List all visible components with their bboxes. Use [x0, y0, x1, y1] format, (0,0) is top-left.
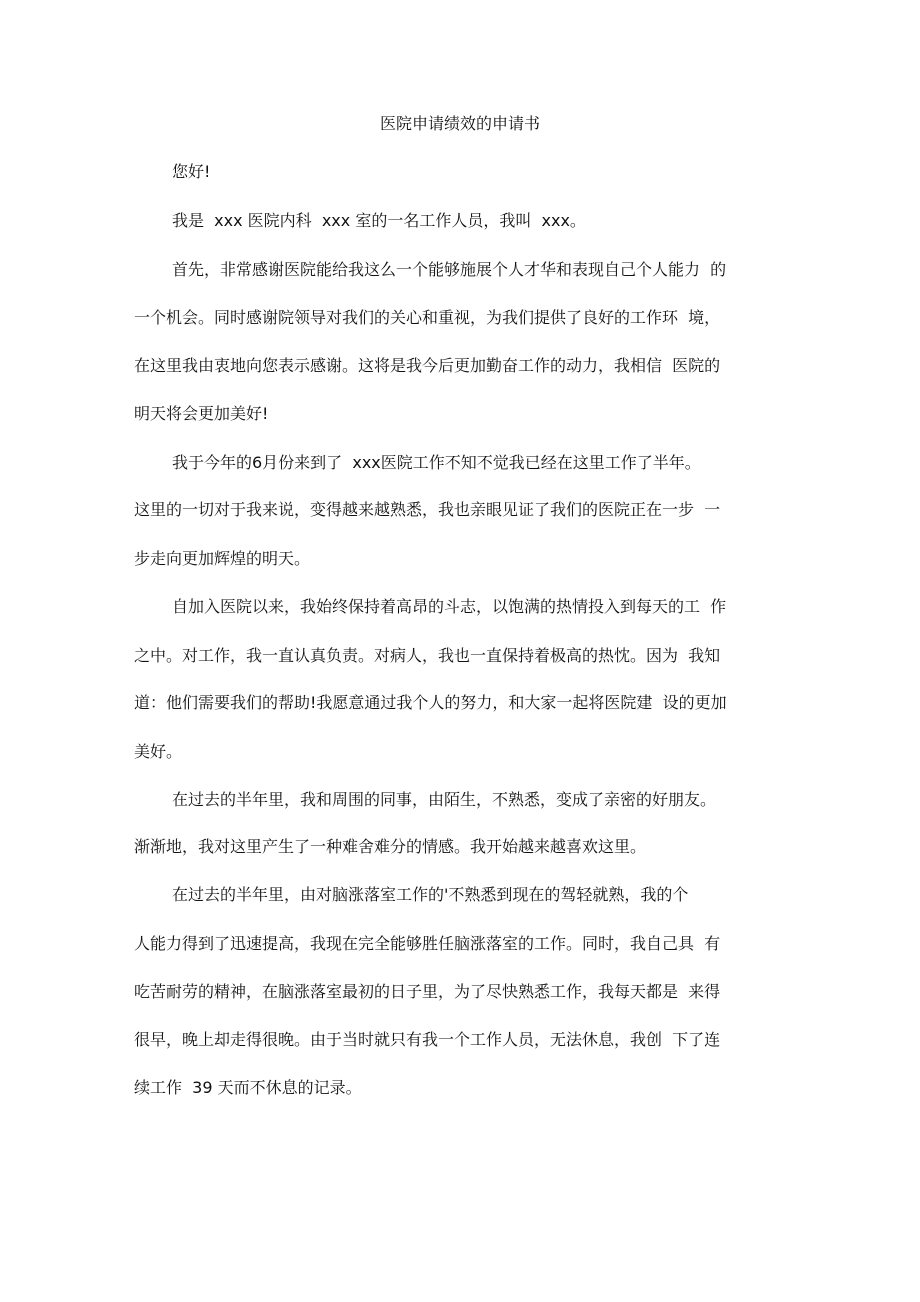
body-line: 很早，晚上却走得很晚。由于当时就只有我一个工作人员，无法休息，我创 下了连 — [134, 1030, 721, 1049]
body-line: 首先，非常感谢医院能给我这么一个能够施展个人才华和表现自己个人能力 的 — [172, 260, 727, 279]
body-line: 美好。 — [134, 742, 183, 761]
body-line: 这里的一切对于我来说，变得越来越熟悉，我也亲眼见证了我们的医院正在一步 一 — [134, 500, 721, 519]
body-line: 吃苦耐劳的精神，在脑涨落室最初的日子里，为了尽快熟悉工作，我每天都是 来得 — [134, 982, 721, 1001]
document-title: 医院申请绩效的申请书 — [379, 114, 540, 133]
body-line: 自加入医院以来，我始终保持着高昂的斗志，以饱满的热情投入到每天的工 作 — [172, 597, 727, 616]
body-line: 一个机会。同时感谢院领导对我们的关心和重视，为我们提供了良好的工作环 境， — [134, 308, 721, 327]
body-line: 之中。对工作，我一直认真负责。对病人，我也一直保持着极高的热忱。因为 我知 — [134, 646, 721, 665]
body-line: 道：他们需要我们的帮助!我愿意通过我个人的努力，和大家一起将医院建 设的更加 — [134, 693, 727, 712]
body-line: 在过去的半年里，由对脑涨落室工作的'不熟悉到现在的驾轻就熟，我的个 — [172, 885, 689, 904]
body-line: 我于今年的6月份来到了 xxx医院工作不知不觉我已经在这里工作了半年。 — [172, 453, 701, 472]
intro-line: 我是 xxx 医院内科 xxx 室的一名工作人员，我叫 xxx。 — [172, 211, 586, 230]
body-line: 在过去的半年里，我和周围的同事，由陌生，不熟悉，变成了亲密的好朋友。 — [172, 790, 717, 809]
body-line: 渐渐地，我对这里产生了一种难舍难分的情感。我开始越来越喜欢这里。 — [134, 837, 647, 856]
greeting-line: 您好! — [172, 162, 211, 181]
body-line: 人能力得到了迅速提高，我现在完全能够胜任脑涨落室的工作。同时，我自己具 有 — [134, 934, 721, 953]
body-line: 在这里我由衷地向您表示感谢。这将是我今后更加勤奋工作的动力，我相信 医院的 — [134, 356, 721, 375]
body-line: 明天将会更加美好! — [134, 404, 269, 423]
body-line: 步走向更加辉煌的明天。 — [134, 549, 311, 568]
body-line: 续工作 39 天而不休息的记录。 — [134, 1078, 362, 1097]
